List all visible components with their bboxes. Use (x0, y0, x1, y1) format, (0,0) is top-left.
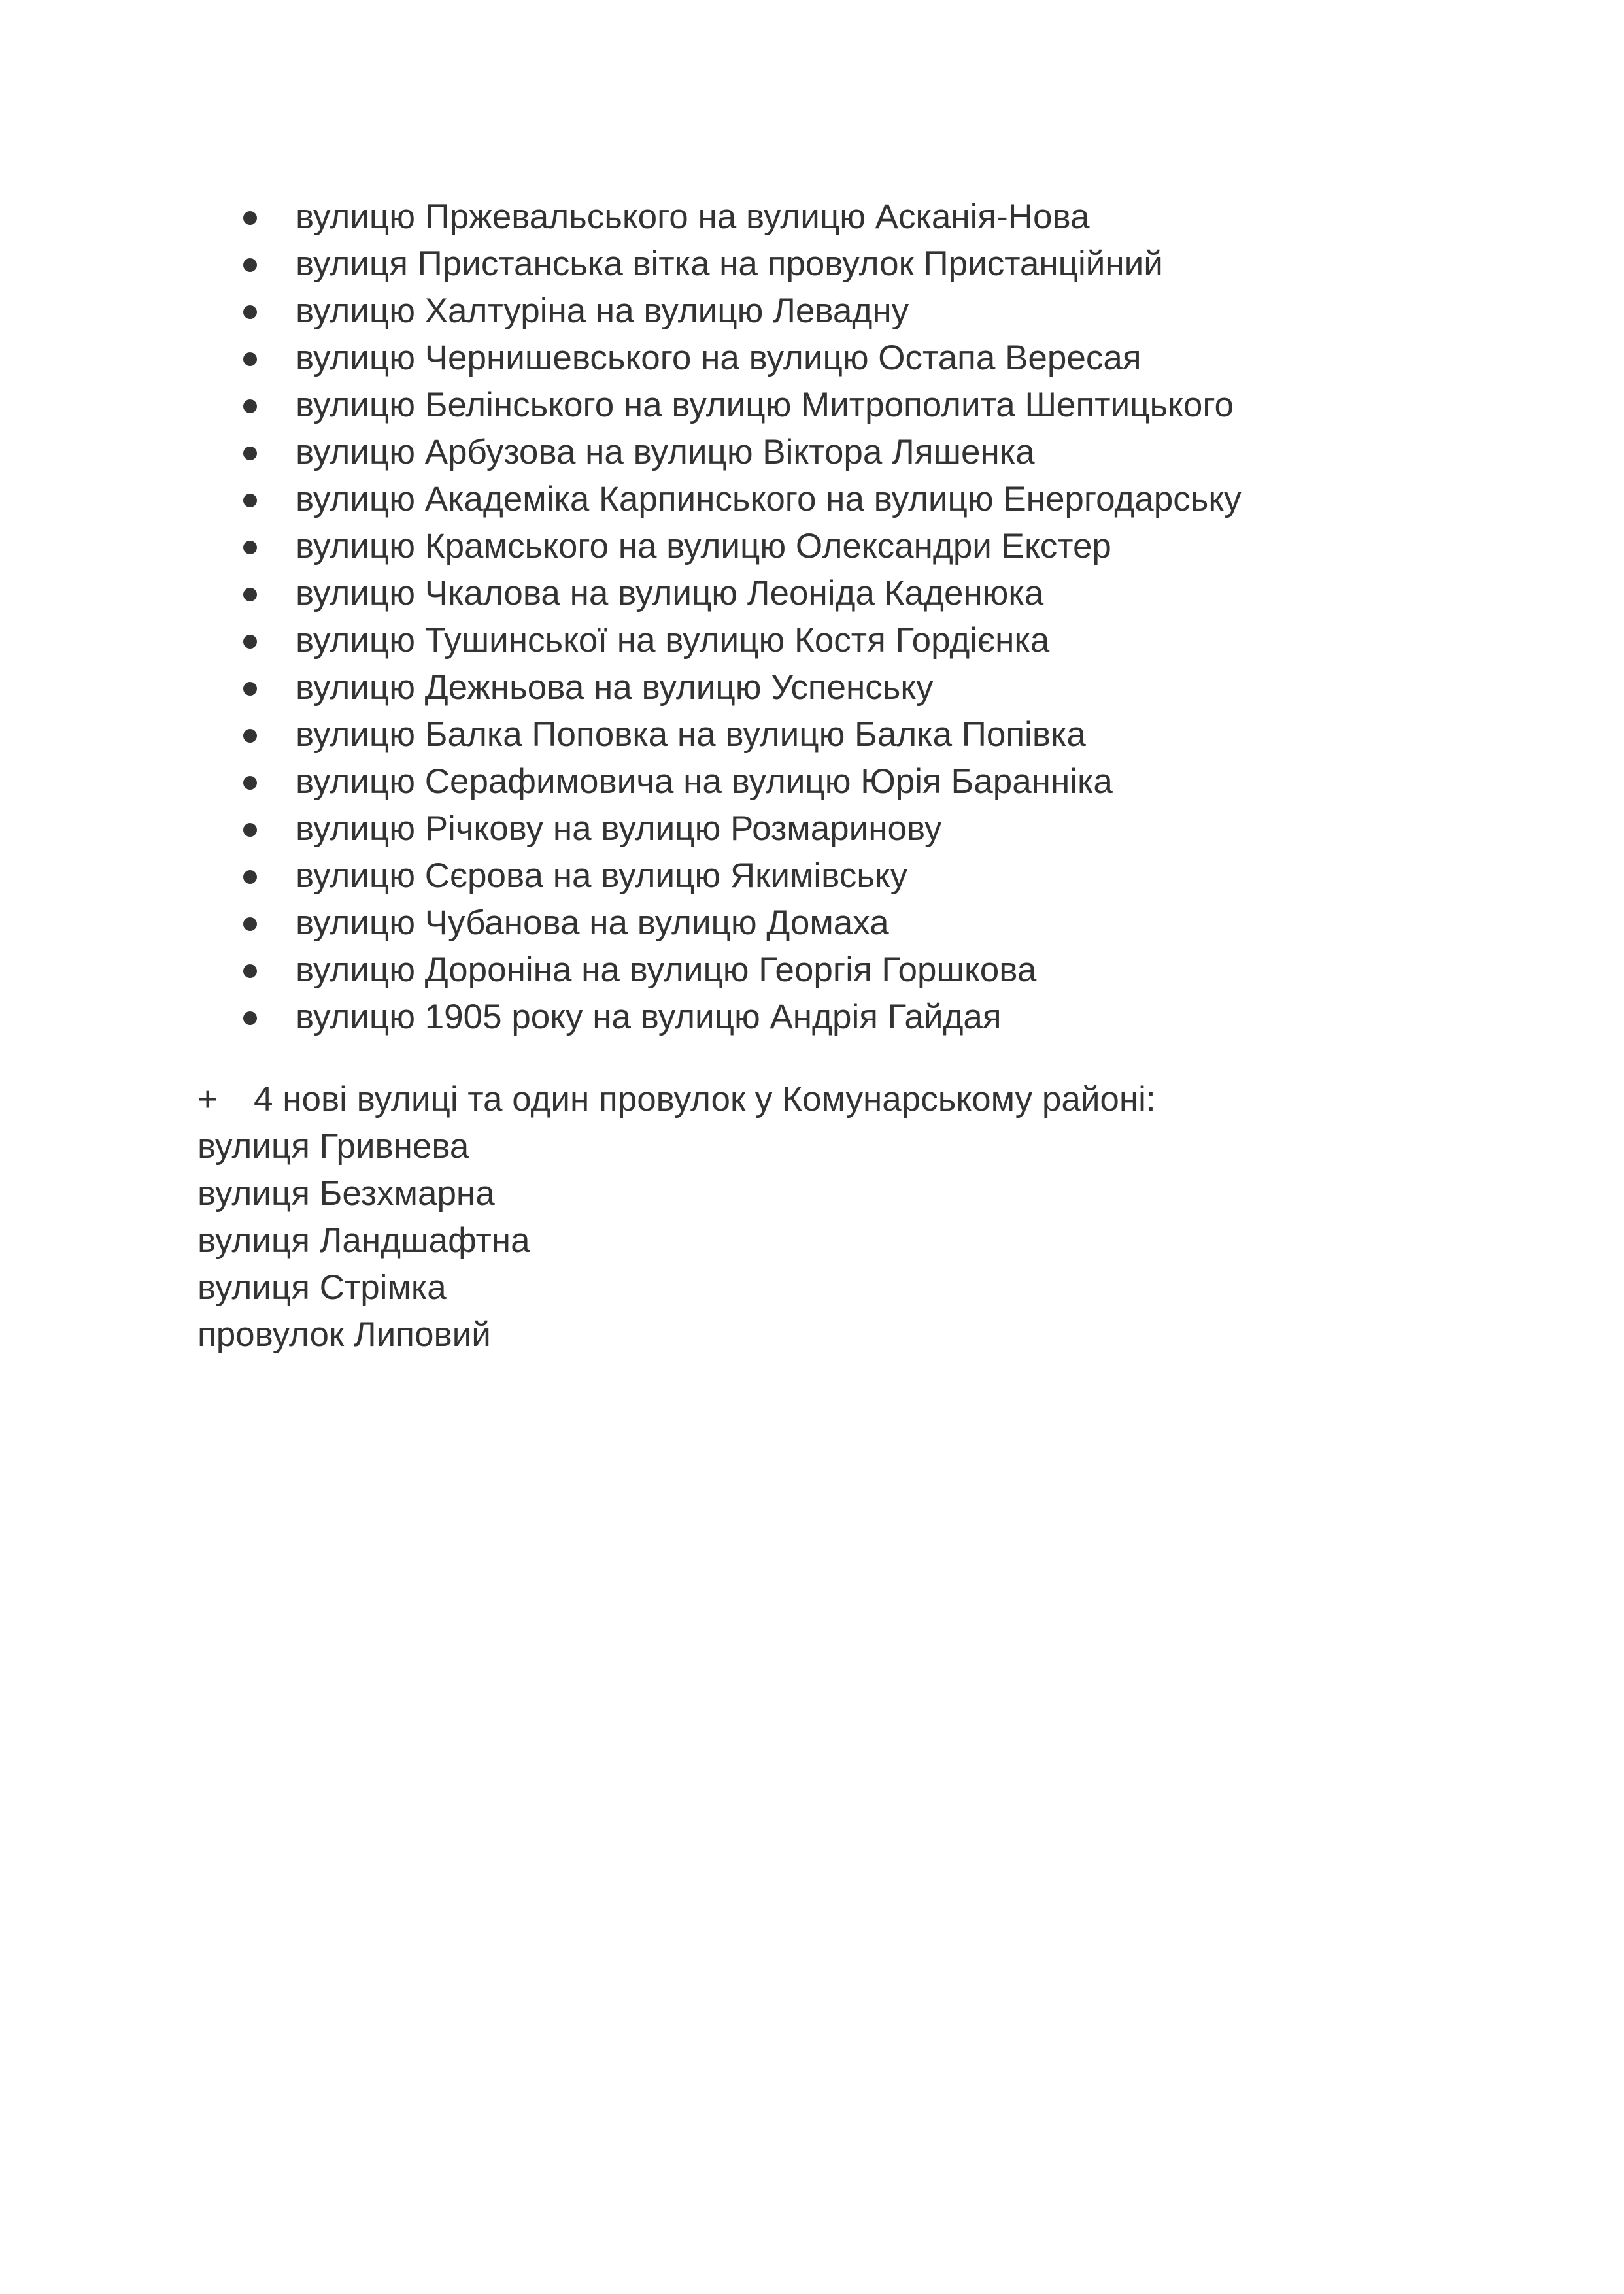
list-item-text: вулицю Крамського на вулицю Олександри Екстер (296, 527, 1111, 565)
bullet-icon (243, 1011, 257, 1025)
bullet-icon (243, 729, 257, 743)
plus-icon: + (197, 1080, 218, 1119)
new-street-line: вулиця Гривнева (197, 1127, 469, 1166)
list-item (243, 288, 1242, 335)
list-item (243, 947, 1242, 994)
new-street-line: вулиця Стрімка (197, 1268, 447, 1307)
list-item (243, 476, 1242, 523)
bullet-icon (243, 352, 257, 366)
bullet-icon (243, 494, 257, 507)
list-item (243, 194, 1242, 241)
list-item-text: вулицю Халтуріна на вулицю Левадну (296, 292, 909, 330)
bullet-icon (243, 964, 257, 978)
new-streets-heading-text: 4 нові вулиці та один провулок у Комунарському районі: (254, 1080, 1156, 1119)
list-item-text: вулицю Сєрова на вулицю Якимівську (296, 856, 908, 895)
new-street-line: вулиця Ландшафтна (197, 1221, 530, 1260)
list-item-text: вулицю Пржевальського на вулицю Асканія-Нова (296, 197, 1090, 236)
list-item (243, 711, 1242, 758)
list-item (243, 758, 1242, 805)
list-item-text: вулиця Пристанська вітка на провулок Пристанційний (296, 245, 1163, 283)
new-street-line: вулиця Безхмарна (197, 1174, 495, 1213)
list-item (243, 523, 1242, 570)
list-item (243, 994, 1242, 1041)
list-item (243, 617, 1242, 664)
bullet-icon (243, 305, 257, 319)
list-item (243, 241, 1242, 288)
list-item-text: вулицю Тушинської на вулицю Костя Гордієнка (296, 621, 1050, 660)
bullet-icon (243, 399, 257, 413)
list-item (243, 570, 1242, 617)
bullet-icon (243, 776, 257, 790)
bullet-icon (243, 917, 257, 931)
bullet-icon (243, 541, 257, 554)
list-item (243, 852, 1242, 900)
list-item (243, 382, 1242, 429)
list-item (243, 664, 1242, 711)
list-item-text: вулицю Річкову на вулицю Розмаринову (296, 809, 942, 848)
list-item-text: вулицю Академіка Карпинського на вулицю Енергодарську (296, 480, 1242, 518)
bullet-icon (243, 682, 257, 696)
list-item-text: вулицю Арбузова на вулицю Віктора Ляшенка (296, 433, 1035, 471)
list-item (243, 805, 1242, 852)
list-item-text: вулицю 1905 року на вулицю Андрія Гайдая (296, 998, 1002, 1036)
bullet-icon (243, 258, 257, 272)
list-item-text: вулицю Чубанова на вулицю Домаха (296, 903, 889, 942)
list-item (243, 335, 1242, 382)
list-item-text: вулицю Серафимовича на вулицю Юрія Баранніка (296, 762, 1113, 801)
list-item-text: вулицю Белінського на вулицю Митрополита Шептицького (296, 386, 1234, 424)
list-item-text: вулицю Дежньова на вулицю Успенську (296, 668, 934, 707)
list-item-text: вулицю Чкалова на вулицю Леоніда Каденюка (296, 574, 1044, 613)
list-item (243, 429, 1242, 476)
new-street-line: провулок Липовий (197, 1315, 491, 1354)
bullet-icon (243, 447, 257, 460)
bullet-icon (243, 870, 257, 884)
bullet-icon (243, 211, 257, 225)
new-streets-section (197, 1076, 1156, 1358)
bullet-icon (243, 635, 257, 649)
bullet-icon (243, 823, 257, 837)
bullet-icon (243, 588, 257, 601)
new-streets-heading (197, 1076, 1156, 1123)
list-item (243, 900, 1242, 947)
renamed-streets-list (243, 194, 1242, 1041)
list-item-text: вулицю Балка Поповка на вулицю Балка Попівка (296, 715, 1086, 754)
list-item-text: вулицю Дороніна на вулицю Георгія Горшкова (296, 951, 1037, 989)
list-item-text: вулицю Чернишевського на вулицю Остапа Вересая (296, 339, 1142, 377)
